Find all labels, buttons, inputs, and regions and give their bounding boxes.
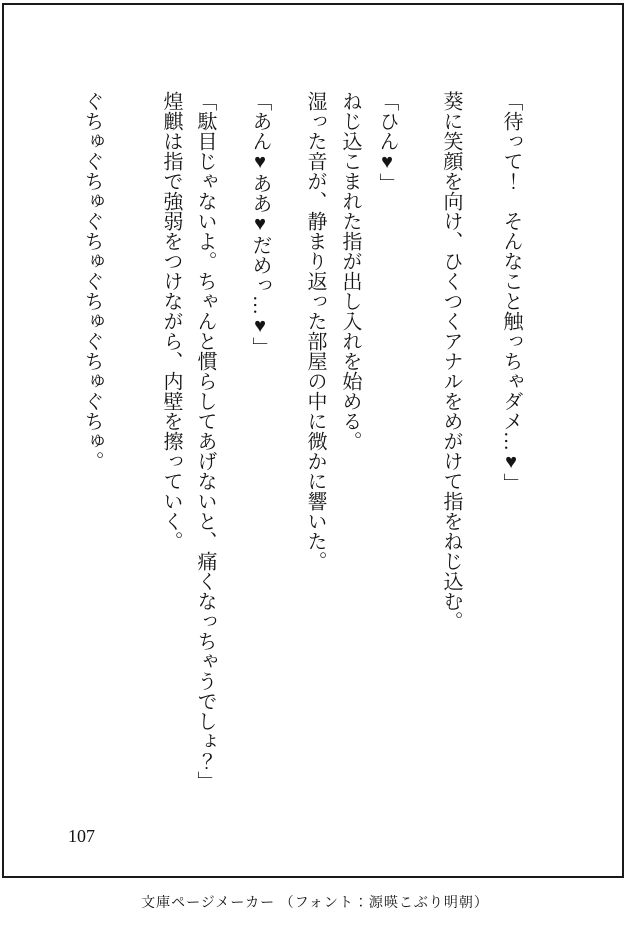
page-number: 107	[68, 826, 95, 846]
text-line: 湿った音が、静まり返った部屋の中に微かに響いた。	[304, 91, 326, 571]
text-line: 葵に笑顔を向け、ひくつくアナルをめがけて指をねじ込む。	[440, 91, 462, 631]
text-line: 煌麒は指で強弱をつけながら、内壁を擦っていく。	[160, 91, 182, 551]
text-line: 「あん♥ああ♥だめっ…♥」	[249, 91, 271, 357]
page-frame	[2, 3, 624, 878]
text-line: ねじ込こまれた指が出し入れを始める。	[339, 91, 361, 451]
text-line: 「待って！ そんなこと触っちゃダメ…♥」	[500, 91, 522, 493]
text-line: 「駄目じゃないよ。ちゃんと慣らしてあげないと、痛くなっちゃうでしょ？」	[194, 91, 216, 791]
text-line: 「ひん♥」	[376, 91, 398, 193]
footer-caption: 文庫ページメーカー （フォント：源暎こぶり明朝）	[141, 896, 489, 911]
text-line: ぐちゅぐちゅぐちゅぐちゅぐちゅぐちゅ。	[81, 91, 103, 471]
